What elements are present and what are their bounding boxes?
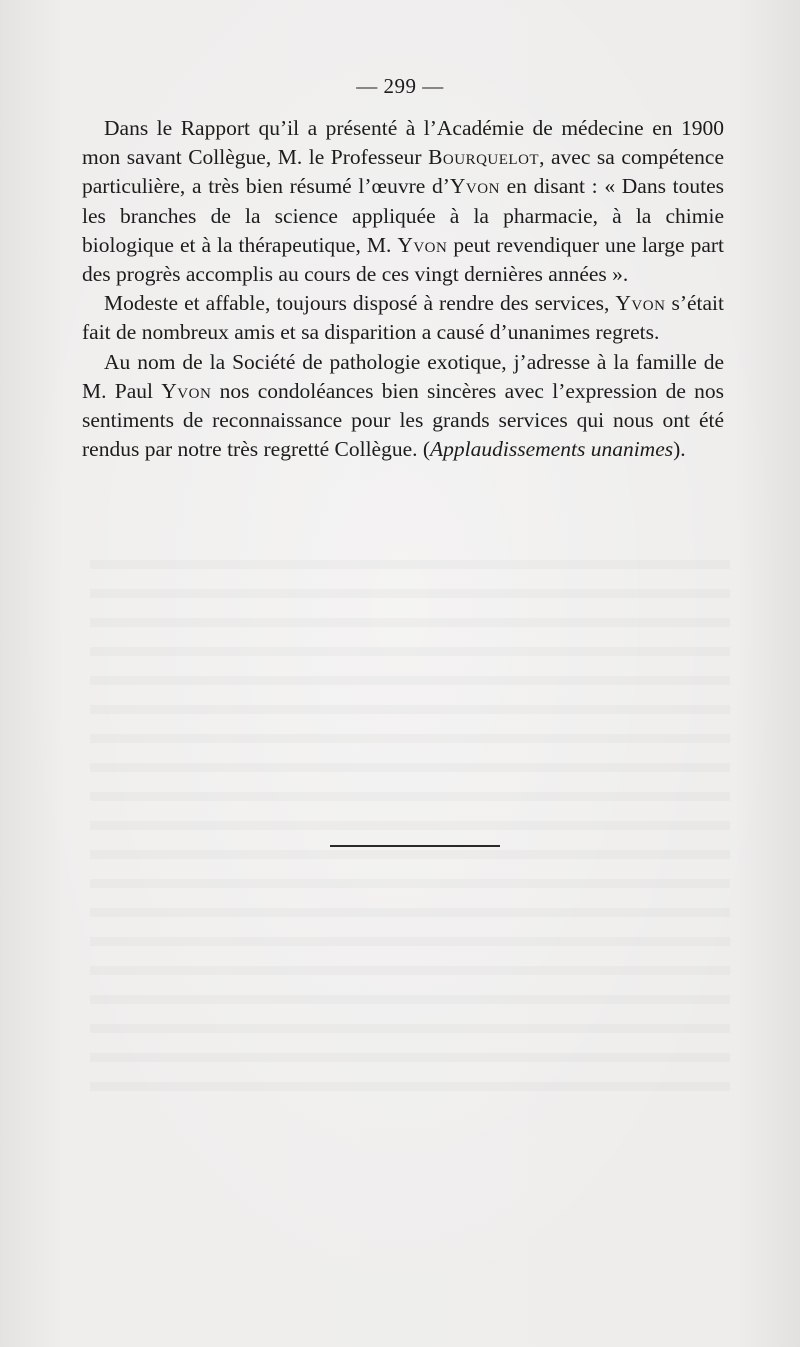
paragraph-rapport-text-4: peut revendiquer une large part des progrès accomplis au cours de ces vingt dernières années ».	[82, 232, 724, 287]
paragraph-condoleances-text-3: ).	[673, 437, 686, 462]
paragraph-modeste-text-1: Modeste et affable, toujours disposé à rendre des services,	[104, 291, 616, 316]
paragraph-condoleances	[82, 348, 724, 465]
applause-note: Applaudissements unanimes	[430, 437, 674, 462]
paragraph-rapport	[82, 114, 724, 289]
name-yvon: Yvon	[397, 232, 448, 257]
paragraph-condoleances-text-1: Au nom de la Société de pathologie exotique, j’adresse à la famille de M. Paul	[82, 349, 724, 403]
body-text	[82, 114, 724, 464]
paragraph-condoleances-text-2: nos condoléances bien sincères avec l’expression de nos sentiments de reconnaissance pour les grands services qui nous ont été rendus par notre très regretté Collègue. (	[82, 378, 725, 462]
name-yvon: Yvon	[449, 174, 500, 199]
page-number: — 299 —	[356, 74, 444, 98]
paragraph-modeste	[82, 289, 724, 347]
paragraph-rapport-text-3: en disant : « Dans toutes les branches de la science appliquée à la pharmacie, à la chimie biologique et à la thérapeutique, M.	[82, 174, 725, 257]
paragraph-modeste-text-2: s’était fait de nombreux amis et sa disparition a causé d’unanimes regrets.	[82, 291, 724, 345]
name-bourquelot: Bourquelot	[428, 145, 540, 170]
show-through-texture	[90, 540, 730, 1100]
name-yvon: Yvon	[161, 378, 212, 403]
name-yvon: Yvon	[615, 291, 666, 316]
paragraph-rapport-text-2: , avec sa compétence particulière, a très bien résumé l’œuvre d’	[82, 145, 724, 199]
closing-rule	[330, 845, 500, 847]
paragraph-rapport-text-1: Dans le Rapport qu’il a présenté à l’Académie de médecine en 1900 mon savant Collègue, M. le Professeur	[82, 116, 724, 170]
